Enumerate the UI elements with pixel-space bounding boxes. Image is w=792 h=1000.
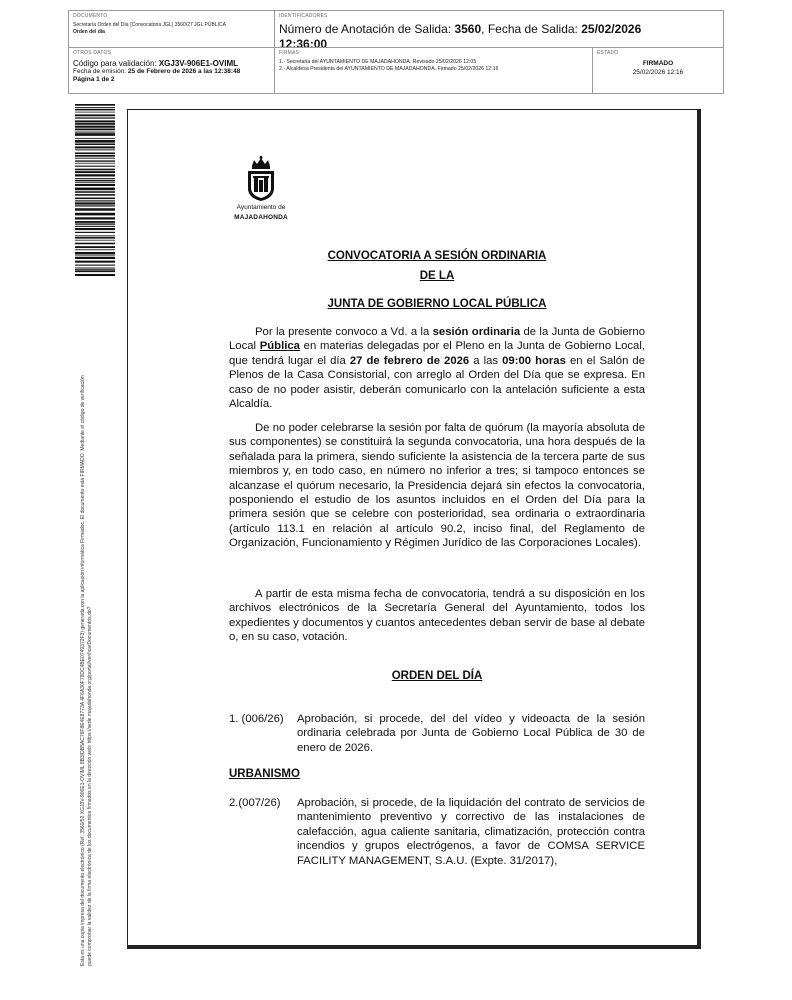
verification-side-note (80, 276, 94, 966)
estado-label: ESTADO (597, 50, 619, 56)
agenda-item-text: Aprobación, si procede, del del vídeo y videoacta de la sesión ordinaria celebrada por Junta de Gobierno Local Pública de 30 de enero de 2026. (297, 713, 645, 754)
agenda-item-number: 2.(007/26) (229, 797, 281, 809)
identificadores-cell (275, 11, 723, 48)
orden-del-dia-heading: ORDEN DEL DÍA (391, 670, 483, 682)
logo-text-line2: MAJADAHONDA (234, 213, 288, 221)
barcode-icon (75, 104, 115, 276)
codigo-validacion: Código para validación: XGJ3V-906E1-OVIML (73, 59, 238, 68)
anotacion-salida: Número de Anotación de Salida: 3560, Fecha de Salida: 25/02/2026 12:36:00 (279, 22, 642, 48)
side-note-line2: puede comprobar la validez de la firma electrónica de los documentos firmados en la dirección web: https://sede.majadahonda.org/portal/verificarDocumentos.do? (87, 606, 93, 966)
agenda-item-number: 1. (006/26) (229, 713, 284, 725)
documento-line1: Secretaría Orden del Día (Convocatoria JGL) 3560/27 JGL PÚBLICA (73, 22, 226, 28)
agenda-item-text: Aprobación, si procede, de la liquidación del contrato de servicios de mantenimiento preventivo y correctivo de las instalaciones de calefacción, agua caliente sanitaria, climatización, protección contra incendios y grupos electrógenos, a favor de COMSA SERVICE FACILITY MANAGEMENT, S.A.U. (Expte. 31/2017), (297, 797, 645, 867)
fecha-emision: Fecha de emisión: 25 de Febrero de 2026 a las 12:38:48 (73, 68, 241, 75)
otros-datos-cell (69, 48, 275, 93)
ayuntamiento-logo (228, 156, 294, 232)
agenda-item (229, 796, 645, 870)
firma-2: 2.- Alcaldesa Presidenta del AYUNTAMIENTO DE MAJADAHONDA. Firmado 25/02/2026 12:16 (279, 66, 499, 72)
documento-cell (69, 11, 275, 48)
paragraph-quorum: De no poder celebrarse la sesión por falta de quórum (la mayoría absoluta de sus componentes) se constituirá la segunda convocatoria, una hora después de la señalada para la primera, siendo suficiente la asistencia de la tercera parte de sus miembros y, en todo caso, en número no inferior a tres; si tampoco entonces se alcanzase el quórum necesario, la Presidencia dejará sin efectos la convocatoria, posponiendo el estudio de los asuntos incluidos en el Orden del Día para la primera sesión que se celebre con posterioridad, sea ordinaria o extraordinaria (artículo 113.1 en relación al artículo 90.2, inciso final, del Reglamento de Organización, Funcionamiento y Régimen Jurídico de las Corporaciones Locales). (229, 422, 645, 550)
documento-line2: Orden del día (73, 28, 105, 35)
firmas-label: FIRMAS (279, 50, 300, 56)
paragraph-convocatoria: Por la presente convoco a Vd. a la sesión ordinaria de la Junta de Gobierno Local Pública en materias delegadas por el Pleno en la Junta de Gobierno Local, que tendrá lugar el día 27 de febrero de 2026 a las 09:00 horas en el Salón de Plenos de la Casa Consistorial, con arreglo al Orden del Día que se expresa. En caso de no poder asistir, deberán comunicarlo con la antelación suficiente a esta Alcaldía. (229, 326, 645, 411)
logo-text-line1: Ayuntamiento de (236, 204, 286, 211)
agenda-item (229, 712, 645, 756)
firma-1: 1.- Secretaria del AYUNTAMIENTO DE MAJADAHONDA. Revisado 25/02/2026 12:05 (279, 59, 477, 65)
paragraph-archivos: A partir de esta misma fecha de convocatoria, tendrá a su disposición en los archivos electrónicos de la Secretaría General del Ayuntamiento, todos los expedientes y documentos y cuantos antecedentes deban servir de base al debate o, en su caso, votación. (229, 588, 645, 644)
estado-cell (593, 48, 723, 93)
title-convocatoria: CONVOCATORIA A SESIÓN ORDINARIA (327, 250, 547, 262)
title-de-la: DE LA (419, 270, 455, 282)
title-junta: JUNTA DE GOBIERNO LOCAL PÚBLICA (327, 298, 547, 310)
estado-value: FIRMADO (642, 60, 674, 67)
document-metadata-header (68, 10, 724, 94)
side-note-line1: Esta es una copia impresa del documento electrónico (Ref: 3560/52 XGJ3V-906E1-OVIML 8B3/DB5AC76F8E4E8773A 4F6A30F79DC4BE0749372F3) generada con la aplicación informática Firmadoc. El documento está FIRMADO. Mediante el código de verificación (80, 375, 86, 966)
coat-of-arms-icon (244, 156, 278, 202)
firmas-cell (275, 48, 593, 93)
estado-date: 25/02/2026 12:16 (632, 69, 684, 76)
otros-datos-label: OTROS DATOS (73, 50, 112, 56)
section-urbanismo: URBANISMO (229, 768, 300, 780)
documento-label: DOCUMENTO (73, 13, 108, 19)
pagina-indicator: Página 1 de 2 (73, 76, 115, 83)
identificadores-label: IDENTIFICADORES (279, 13, 328, 19)
